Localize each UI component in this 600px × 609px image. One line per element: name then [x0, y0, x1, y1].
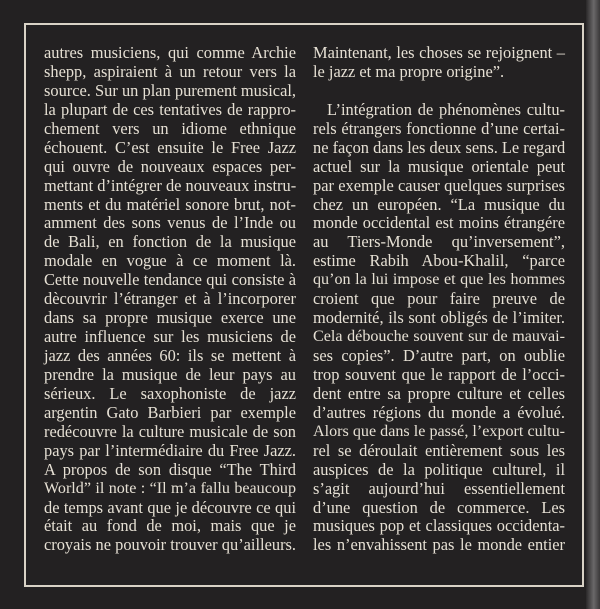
text-line: Maintenant, les choses se rejoignent – [313, 43, 565, 62]
text-line: musiques pop et classiques occidenta- [313, 516, 565, 536]
text-line: modale en vogue à ce moment là. [44, 251, 296, 271]
text-line: A propos de son disque “The Third [44, 459, 296, 479]
text-line: de temps avant que je découvre ce qui [44, 497, 296, 517]
right-text-column [313, 44, 565, 555]
text-line: auspices de la politique culturel, il [313, 459, 565, 479]
text-line: au Tiers-Monde qu’inversement”, [313, 232, 565, 252]
text-line: autres musiciens, qui comme Archie [44, 43, 296, 62]
text-line: le jazz et ma propre origine”. [313, 61, 505, 81]
text-line: d’autres régions du monde a évolué. [313, 402, 565, 422]
text-line: les n’envahissent pas le monde entier [313, 535, 565, 555]
text-line: dans sa propre musique exerce une [44, 308, 296, 328]
text-line: chement vers un idiome ethnique [44, 118, 296, 138]
text-line: amment des sons venus de l’Inde ou [44, 213, 296, 233]
text-line: trop souvent que le rapport de l’occi- [313, 364, 565, 384]
text-line: argentin Gato Barbieri par exemple [44, 402, 296, 422]
text-line: croient que pour faire preuve de [313, 289, 565, 309]
text-line: ne façon dans les deux sens. Le regard [313, 137, 566, 157]
text-line: pays par l’intermédiaire du Free Jazz. [44, 440, 296, 460]
text-line: modernité, ils sont obligés de l’imiter. [313, 308, 565, 328]
text-line: prendre la musique de leur pays au [44, 364, 296, 384]
text-line: était au fond de moi, mais que je [44, 516, 296, 536]
text-line: jazz des années 60: ils se mettent à [44, 346, 296, 365]
text-line: rel se déroulait entièrement sous les [313, 440, 565, 460]
text-line: World” il note : “Il m’a fallu beaucoup [44, 479, 296, 497]
text-line: de Bali, en fonction de la musique [44, 232, 296, 252]
text-line: sérieux. Le saxophoniste de jazz [44, 383, 296, 403]
text-line: mettant d’intégrer de nouveaux instru- [44, 175, 297, 195]
text-line: par exemple causer quelques surprises [313, 175, 565, 195]
text-line: estime Rabih Abou-Khalil, “parce [313, 251, 565, 271]
text-line: dècouvrir l’étranger et à l’incorporer [44, 289, 296, 309]
text-line: Cela débouche souvent sur de mauvai- [313, 328, 565, 346]
text-line: ments et du matériel sonore brut, not- [44, 194, 296, 214]
text-line: qui ouvre de nouveaux espaces per- [44, 156, 296, 176]
text-line: redécouvre la culture musicale de son [44, 421, 296, 441]
text-line: monde occidental est moins étrangére [313, 213, 565, 233]
text-line: la plupart de ces tentatives de rappro- [44, 99, 296, 119]
text-line: échouent. C’est ensuite le Free Jazz [44, 137, 296, 157]
text-line: actuel sur la musique orientale peut [313, 156, 565, 176]
text-line: source. Sur un plan purement musical, [44, 80, 296, 100]
text-line: autre influence sur les musiciens de [44, 327, 296, 347]
text-line: rels étrangers fonctionne d’une certai- [313, 118, 565, 138]
text-line: shepp, aspiraient à un retour vers la [44, 61, 296, 81]
text-line: L’intégration de phénomènes cultu- [327, 99, 565, 119]
text-line: d’une question de commerce. Les [313, 497, 565, 517]
page-edge-shadow [586, 0, 600, 609]
text-line: qu’on la lui impose et que les hommes [313, 271, 565, 289]
text-line: croyais ne pouvoir trouver qu’ailleurs. [44, 535, 296, 555]
paragraph-gap [313, 82, 565, 101]
text-line: Cette nouvelle tendance qui consiste à [44, 270, 296, 290]
text-line: ses copies”. D’autre part, on oublie [313, 346, 565, 365]
text-line: chez un européen. “La musique du [313, 194, 565, 214]
text-line: s’agit aujourd’hui essentiellement [313, 478, 565, 498]
text-line: Alors que dans le passé, l’export cultu- [313, 422, 565, 440]
text-line: dent entre sa propre culture et celles [313, 383, 565, 403]
left-text-column [44, 44, 296, 555]
